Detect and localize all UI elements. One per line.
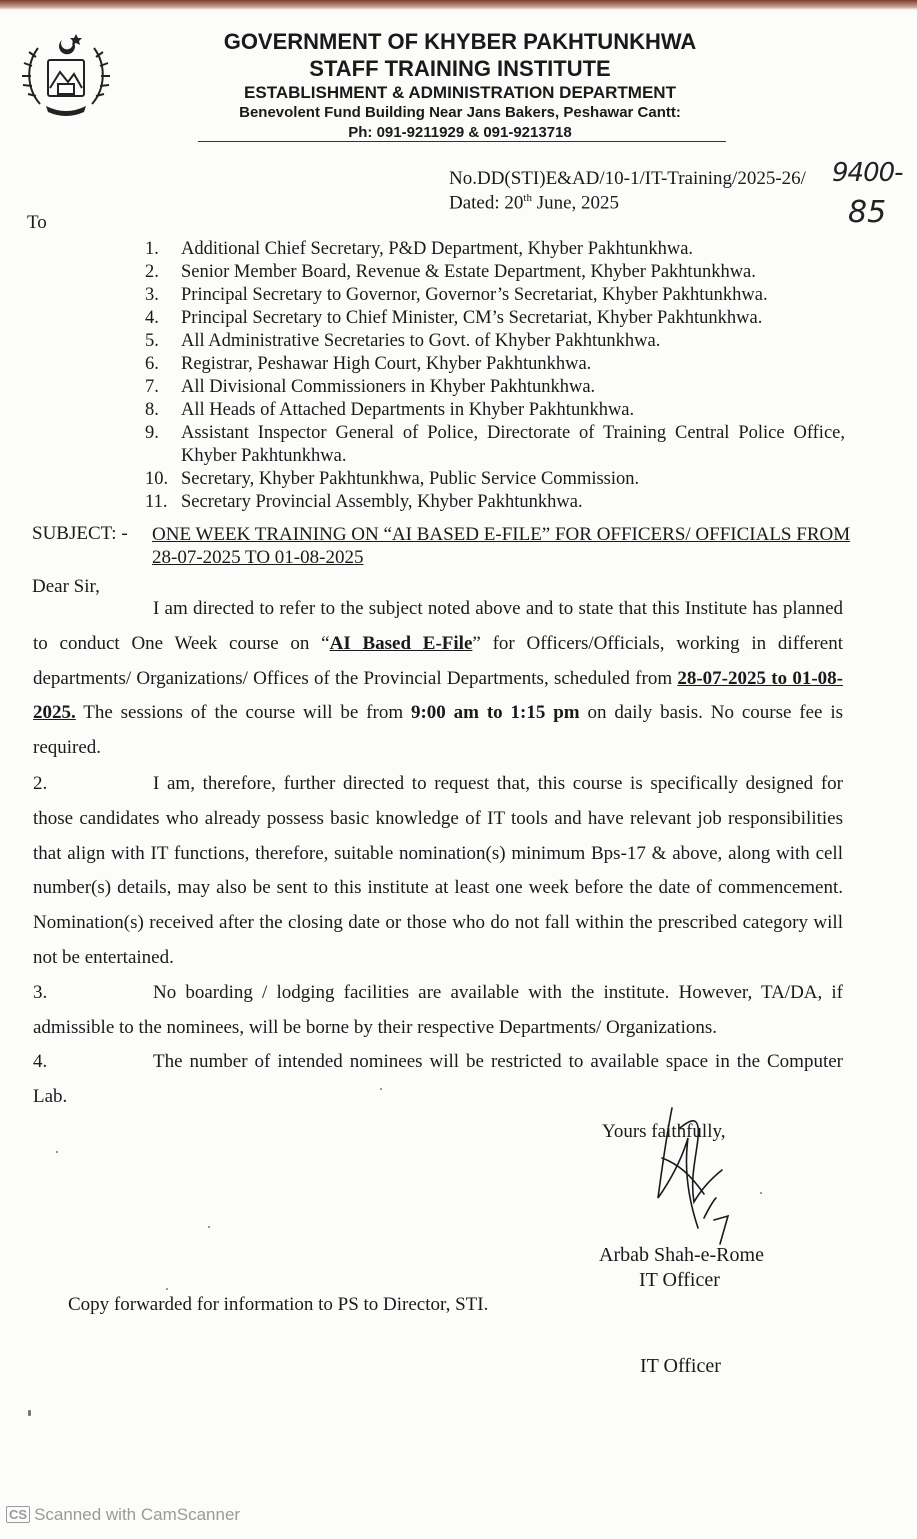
recipient-item xyxy=(145,307,845,330)
course-dates: 28-07-2025 to 01-08-2025. xyxy=(33,667,843,724)
recipient-text: Additional Chief Secretary, P&D Department, Khyber Pakhtunkhwa. xyxy=(181,239,694,259)
subject-text: ONE WEEK TRAINING ON “AI BASED E-FILE” FOR OFFICERS/ OFFICIALS FROM 28-07-2025 TO 01-08-2025 xyxy=(152,524,851,568)
paragraph-1 xyxy=(33,592,843,766)
recipient-item xyxy=(145,468,845,491)
recipient-item xyxy=(145,353,845,376)
scan-speck xyxy=(166,1288,168,1290)
recipient-text: Principal Secretary to Chief Minister, CM’s Secretariat, Khyber Pakhtunkhwa. xyxy=(181,308,763,328)
recipient-number: 4. xyxy=(145,308,159,328)
recipient-text: Secretary, Khyber Pakhtunkhwa, Public Service Commission. xyxy=(181,469,640,489)
reference-number: No.DD(STI)E&AD/10-1/IT-Training/2025-26/ xyxy=(449,168,806,189)
recipient-number: 10. xyxy=(145,469,169,489)
recipient-text: Principal Secretary to Governor, Governor’s Secretariat, Khyber Pakhtunkhwa. xyxy=(181,285,768,305)
closing-text: Yours faithfully, xyxy=(602,1121,726,1142)
recipient-number: 8. xyxy=(145,400,159,420)
paragraph-3 xyxy=(33,976,843,1046)
scan-speck xyxy=(28,1410,31,1416)
paragraph-number: 2. xyxy=(33,773,48,794)
scan-speck xyxy=(760,1192,762,1194)
recipient-text: Assistant Inspector General of Police, Directorate of Training Central Police Office, Khyber Pakhtunkhwa. xyxy=(181,423,845,466)
header-divider xyxy=(198,141,726,142)
scanner-watermark xyxy=(6,1505,240,1525)
header-government: GOVERNMENT OF KHYBER PAKHTUNKHWA xyxy=(223,29,697,54)
p1-part4: on daily basis. No course fee is required. xyxy=(33,702,844,759)
scan-speck xyxy=(208,1226,210,1228)
p1-part3: The sessions of the course will be from xyxy=(75,702,411,724)
recipient-number: 1. xyxy=(145,239,159,259)
date-superscript: th xyxy=(523,192,532,204)
recipient-number: 2. xyxy=(145,262,159,282)
recipient-number: 9. xyxy=(145,423,159,443)
recipient-list xyxy=(145,238,845,514)
header-address: Benevolent Fund Building Near Jans Bakers, Peshawar Cantt: xyxy=(239,104,681,121)
handwritten-signature xyxy=(632,1098,752,1248)
subject-label: SUBJECT: - xyxy=(32,523,128,544)
recipient-item xyxy=(145,399,845,422)
recipient-text: All Heads of Attached Departments in Khyber Pakhtunkhwa. xyxy=(181,400,635,420)
paragraph-text: No boarding / lodging facilities are available with the institute. However, TA/DA, if admissible to the nominees, will be borne by their respective Departments/ Organizations. xyxy=(33,982,843,1038)
recipient-number: 7. xyxy=(145,377,159,397)
handwritten-dispatch-number: 9400- xyxy=(832,158,903,188)
course-timing: 9:00 am to 1:15 pm xyxy=(410,702,580,724)
recipient-item xyxy=(145,422,845,468)
camscanner-logo-icon: CS xyxy=(6,1506,30,1523)
recipient-item xyxy=(145,330,845,353)
header-institute: STAFF TRAINING INSTITUTE xyxy=(309,56,611,81)
recipient-item xyxy=(145,261,845,284)
recipient-number: 3. xyxy=(145,285,159,305)
scan-speck xyxy=(56,1151,58,1153)
recipient-item xyxy=(145,491,845,514)
header-department: ESTABLISHMENT & ADMINISTRATION DEPARTMENT xyxy=(244,83,676,102)
salutation: Dear Sir, xyxy=(32,576,100,597)
scanner-text: Scanned with CamScanner xyxy=(34,1505,241,1524)
recipient-item xyxy=(145,376,845,399)
scan-speck xyxy=(380,1088,382,1090)
recipient-text: All Administrative Secretaries to Govt. of Khyber Pakhtunkhwa. xyxy=(181,331,661,351)
date-prefix: Dated: 20 xyxy=(449,192,524,214)
paragraph-text: I am, therefore, further directed to request that, this course is specifically designed for those candidates who already possess basic knowledge of IT tools and have relevant job responsibilities that align with IT functions, therefore, suitable nomination(s) minimum Bps-17 & above, along with cell number(s) details, may also be sent to this institute at least one week before the date of commencement. Nomination(s) received after the closing date or those who do not fall within the prescribed category will not be entertained. xyxy=(33,773,843,968)
recipient-text: Secretary Provincial Assembly, Khyber Pakhtunkhwa. xyxy=(181,492,583,512)
to-label: To xyxy=(27,212,47,233)
signatory-designation: IT Officer xyxy=(639,1269,720,1291)
signatory-name: Arbab Shah-e-Rome xyxy=(599,1244,764,1266)
reference-date xyxy=(449,192,619,214)
recipient-number: 11. xyxy=(145,492,168,512)
paragraph-number: 4. xyxy=(33,1051,48,1072)
handwritten-dispatch-suffix: 85 xyxy=(848,195,887,230)
p1-part1: I am directed to refer to the subject noted above and to state that this Institute has planned to conduct One Week course on “ xyxy=(33,598,843,654)
copy-designation: IT Officer xyxy=(640,1355,721,1377)
recipient-text: Registrar, Peshawar High Court, Khyber Pakhtunkhwa. xyxy=(181,354,592,374)
copy-forwarded-note: Copy forwarded for information to PS to Director, STI. xyxy=(68,1294,489,1315)
p1-part2: ” for Officers/Officials, working in different departments/ Organizations/ Offices of the Provincial Departments, scheduled from xyxy=(33,632,843,689)
recipient-number: 5. xyxy=(145,331,159,351)
paragraph-number: 3. xyxy=(33,982,48,1003)
scan-top-edge xyxy=(0,0,917,10)
course-name: AI Based E-File xyxy=(329,632,473,654)
recipient-item xyxy=(145,238,845,261)
recipient-text: All Divisional Commissioners in Khyber Pakhtunkhwa. xyxy=(181,377,596,397)
paragraph-text: The number of intended nominees will be restricted to available space in the Computer Lab. xyxy=(33,1051,843,1107)
header-phone: Ph: 091-9211929 & 091-9213718 xyxy=(348,124,572,141)
recipient-item xyxy=(145,284,845,307)
date-suffix: June, 2025 xyxy=(531,192,620,214)
recipient-text: Senior Member Board, Revenue & Estate Department, Khyber Pakhtunkhwa. xyxy=(181,262,756,282)
paragraph-2 xyxy=(33,767,843,976)
recipient-number: 6. xyxy=(145,354,159,374)
